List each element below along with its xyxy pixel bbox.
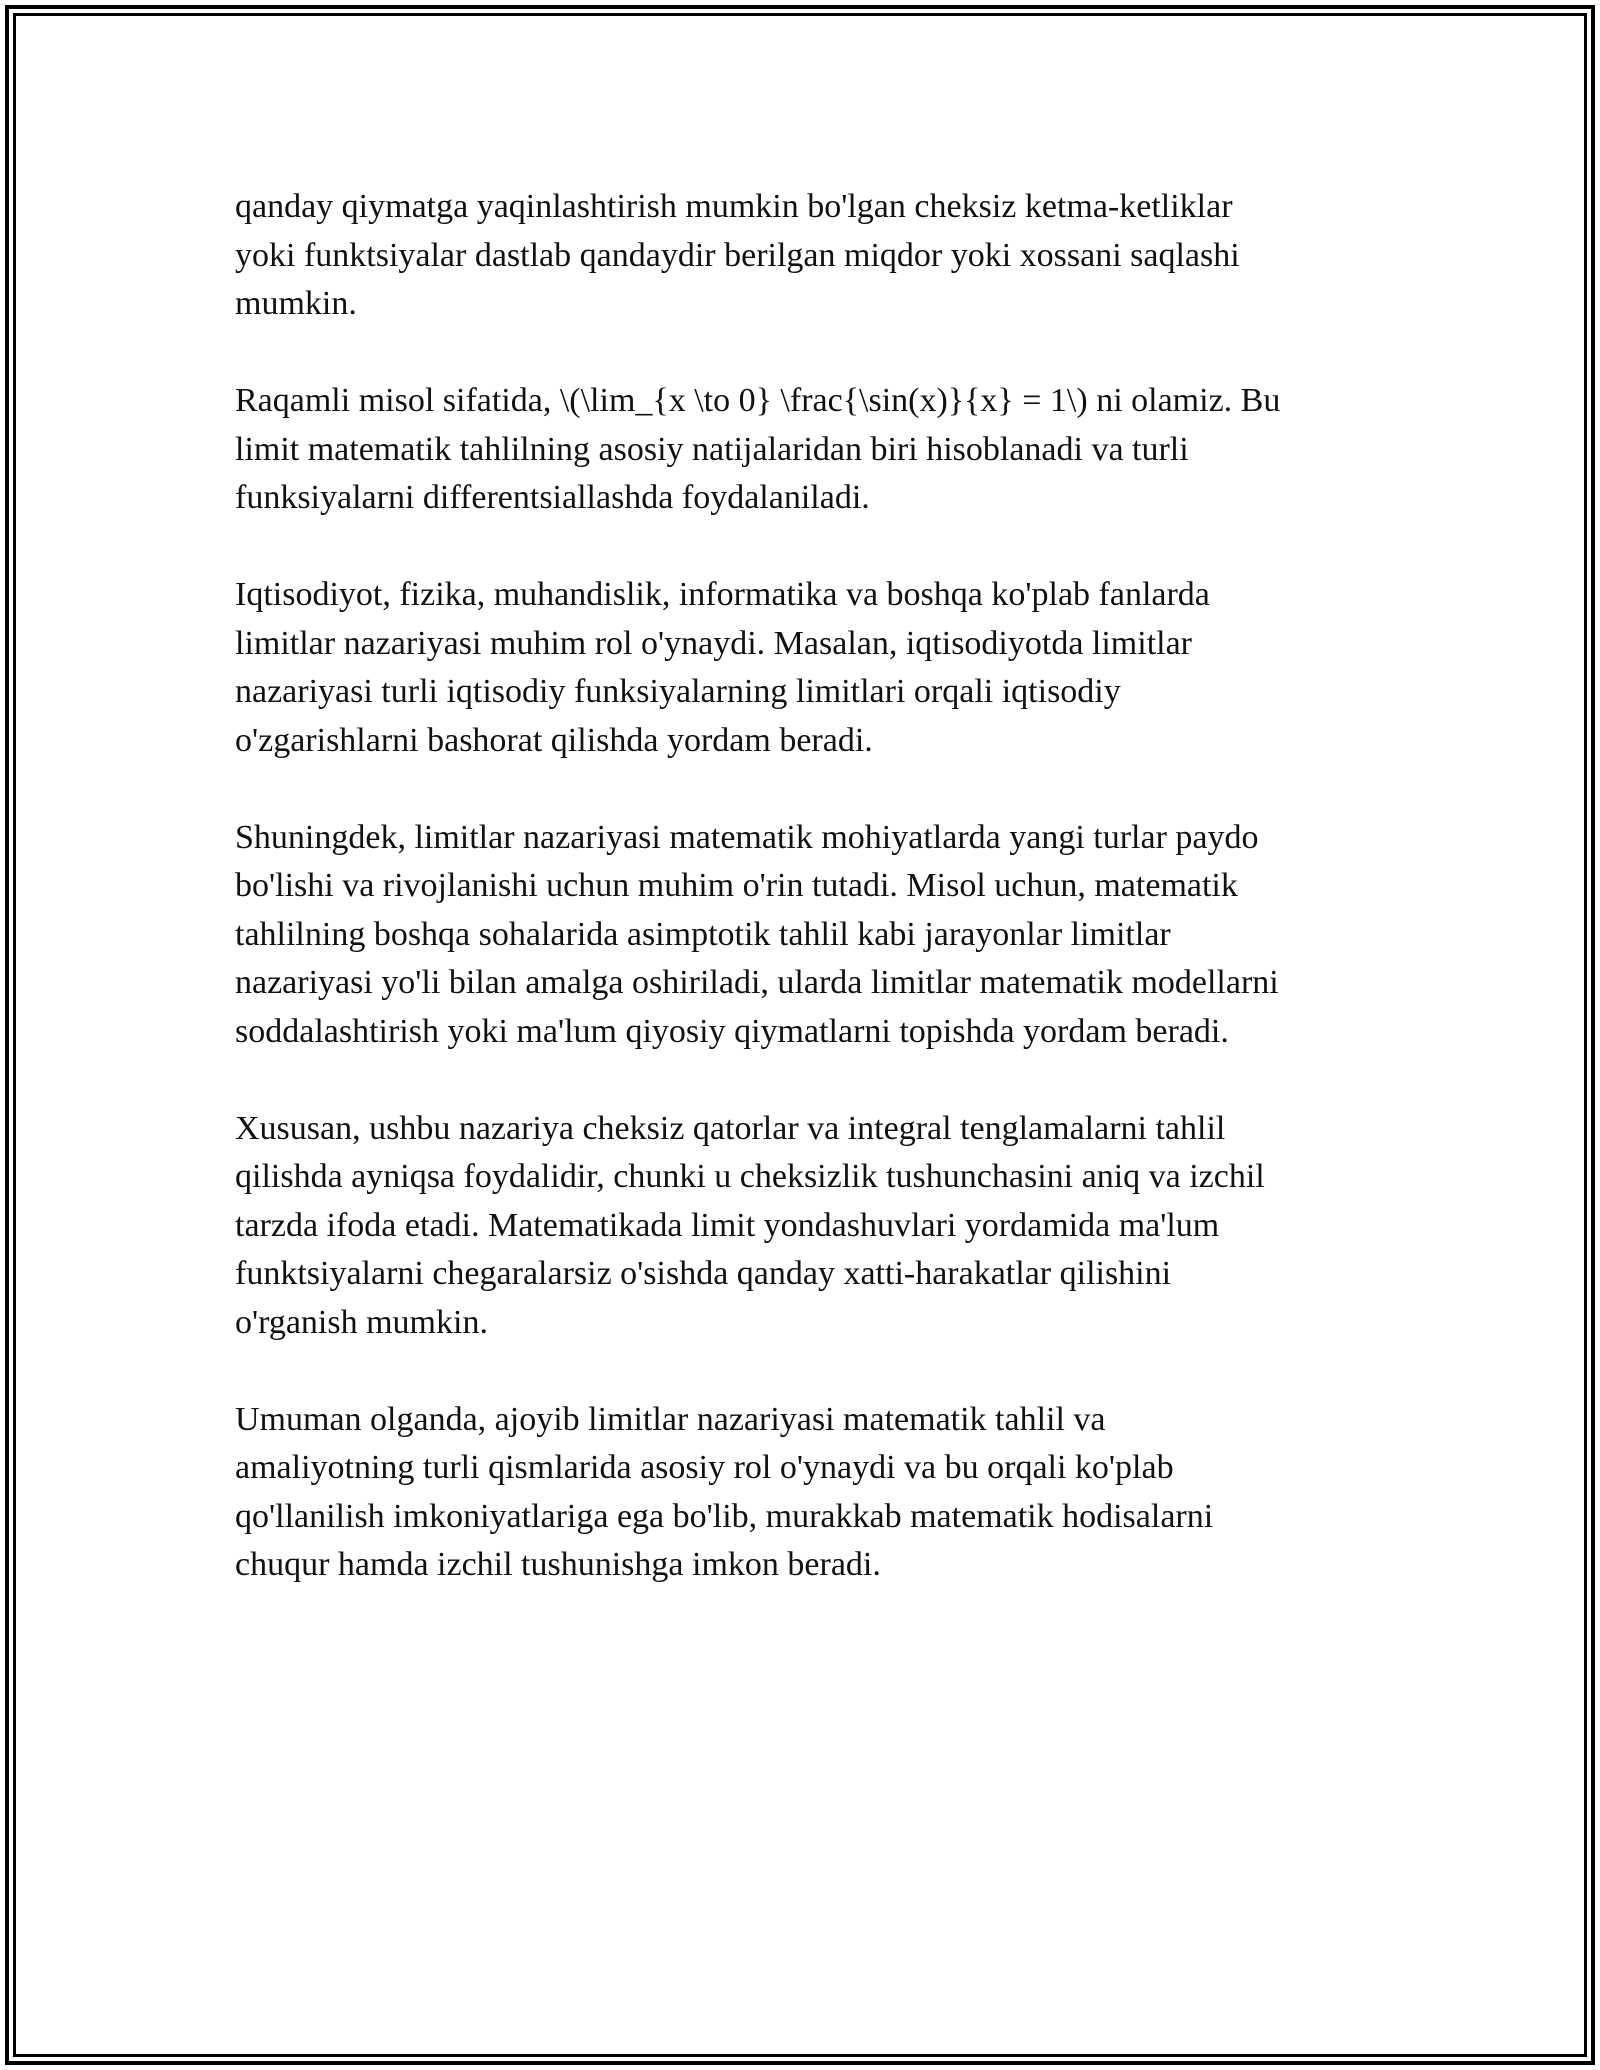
text-line: yoki funktsiyalar dastlab qandaydir berilgan miqdor yoki xossani saqlashi [235,236,1240,274]
text-line: soddalashtirish yoki ma'lum qiyosiy qiymatlarni topishda yordam beradi. [235,1012,1229,1050]
paragraph-3 [235,571,1375,765]
text-line: nazariyasi yo'li bilan amalga oshiriladi, ularda limitlar matematik modellarni [235,964,1279,1001]
text-line: Iqtisodiyot, fizika, muhandislik, informatika va boshqa ko'plab fanlarda [235,576,1210,613]
text-line: Raqamli misol sifatida, \(\lim_{x \to 0} \frac{\sin(x)}{x} = 1\) ni olamiz. Bu [235,382,1281,419]
text-line: limitlar nazariyasi muhim rol o'ynaydi. Masalan, iqtisodiyotda limitlar [235,624,1192,662]
text-line: chuqur hamda izchil tushunishga imkon beradi. [235,1546,881,1583]
text-line: nazariyasi turli iqtisodiy funksiyalarning limitlari orqali iqtisodiy [235,673,1121,710]
paragraph-6 [235,1396,1375,1590]
text-line: qanday qiymatga yaqinlashtirish mumkin bo'lgan cheksiz ketma-ketliklar [235,188,1233,225]
text-line: o'rganish mumkin. [235,1303,488,1341]
text-line: tahlilning boshqa sohalarida asimptotik tahlil kabi jarayonlar limitlar [235,915,1171,953]
document-body [235,183,1375,1638]
text-line: funktsiyalarni chegaralarsiz o'sishda qanday xatti-harakatlar qilishini [235,1255,1172,1292]
paragraph-1 [235,183,1375,329]
text-line: qilishda ayniqsa foydalidir, chunki u cheksizlik tushunchasini aniq va izchil [235,1158,1265,1195]
text-line: mumkin. [235,285,357,322]
paragraph-5 [235,1105,1375,1348]
text-line: qo'llanilish imkoniyatlariga ega bo'lib, murakkab matematik hodisalarni [235,1497,1214,1535]
text-line: tarzda ifoda etadi. Matematikada limit yondashuvlari yordamida ma'lum [235,1206,1220,1244]
text-line: Shuningdek, limitlar nazariyasi matematik mohiyatlarda yangi turlar paydo [235,818,1259,856]
text-line: o'zgarishlarni bashorat qilishda yordam beradi. [235,721,873,759]
paragraph-2 [235,377,1375,523]
text-line: Umuman olganda, ajoyib limitlar nazariyasi matematik tahlil va [235,1400,1106,1438]
text-line: bo'lishi va rivojlanishi uchun muhim o'rin tutadi. Misol uchun, matematik [235,867,1238,904]
text-line: amaliyotning turli qismlarida asosiy rol o'ynaydi va bu orqali ko'plab [235,1449,1174,1486]
text-line: limit matematik tahlilning asosiy natijalaridan biri hisoblanadi va turli [235,430,1189,468]
text-line: Xususan, ushbu nazariya cheksiz qatorlar va integral tenglamalarni tahlil [235,1109,1226,1147]
paragraph-4 [235,814,1375,1057]
text-line: funksiyalarni differentsiallashda foydalaniladi. [235,479,870,516]
